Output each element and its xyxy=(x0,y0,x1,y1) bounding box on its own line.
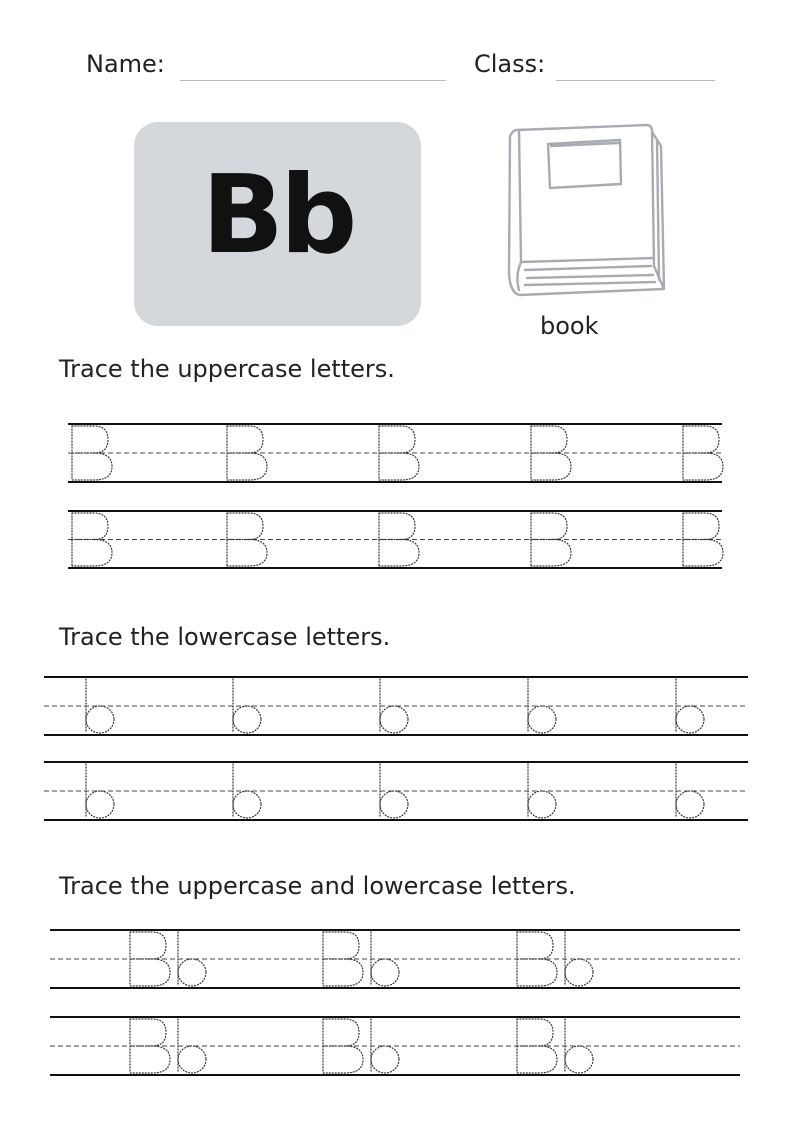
class-label: Class: xyxy=(474,50,546,78)
trace-letter-b-bowl xyxy=(233,706,261,733)
trace-letter-b-bowl xyxy=(371,959,399,986)
both-instruction: Trace the uppercase and lowercase letters. xyxy=(59,872,576,900)
lowercase-instruction: Trace the lowercase letters. xyxy=(59,623,391,651)
lowercase-trace-rows xyxy=(44,677,748,820)
trace-letter-b-bowl xyxy=(528,706,556,733)
uppercase-instruction: Trace the uppercase letters. xyxy=(59,355,395,383)
trace-letter-b-bowl xyxy=(565,959,593,986)
uppercase-trace-rows xyxy=(68,424,723,568)
trace-letter-b-bowl xyxy=(86,706,114,733)
trace-letter-b-bowl xyxy=(86,791,114,818)
trace-letter-b-bowl xyxy=(178,959,206,986)
trace-letter-b-bowl xyxy=(233,791,261,818)
trace-letter-b-bowl xyxy=(380,706,408,733)
trace-letter-b-bowl xyxy=(676,706,704,733)
name-label: Name: xyxy=(86,50,165,78)
trace-letter-b-bowl xyxy=(371,1046,399,1073)
trace-letter-b-bowl xyxy=(528,791,556,818)
trace-letter-b-bowl xyxy=(178,1046,206,1073)
trace-letter-b-bowl xyxy=(676,791,704,818)
trace-letter-b-bowl xyxy=(565,1046,593,1073)
trace-letter-b-bowl xyxy=(380,791,408,818)
mixed-trace-rows xyxy=(50,930,740,1075)
picture-word: book xyxy=(540,312,599,340)
featured-letter: Bb xyxy=(201,153,354,278)
